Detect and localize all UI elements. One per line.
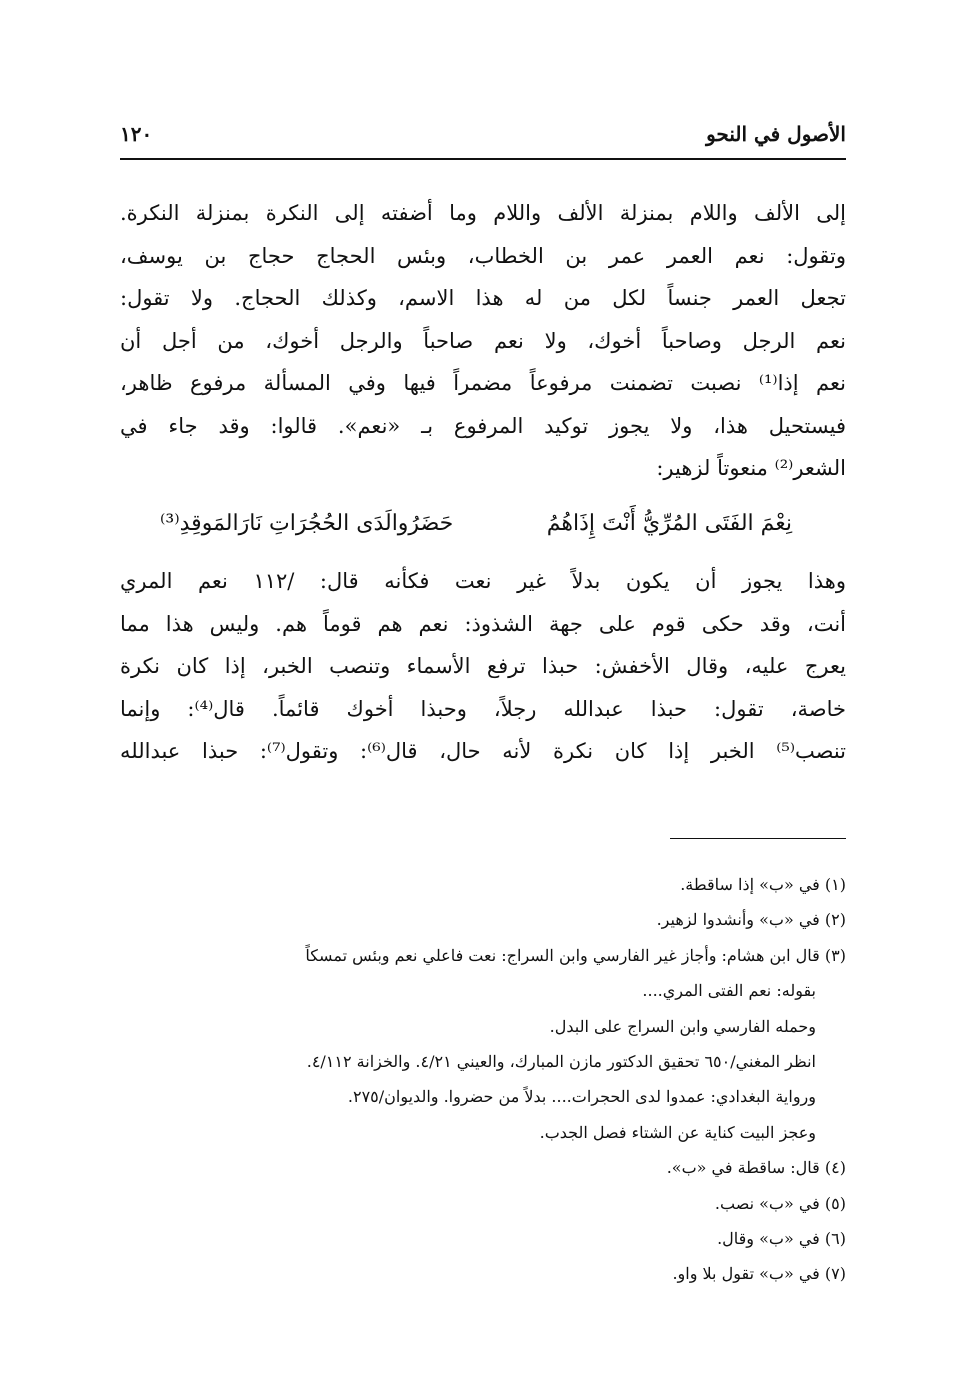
text-line: أنت، وقد حكى قوم على جهة الشذوذ: نعم هم قوماً هم. وليس هذا مما	[120, 611, 846, 636]
text-line: يعرج عليه، وقال الأخفش: حبذا ترفع الأسماء وتنصب الخبر، إذا كان نكرة	[120, 654, 846, 678]
body-paragraph-1	[120, 192, 846, 490]
footnote-continuation: ورواية البغدادي: عمدوا لدى الحجرات.... بدلاً من حضروا. والديوان/٢٧٥.	[347, 1087, 816, 1107]
footnote: (٤) قال: ساقطة في «ب».	[666, 1158, 846, 1178]
verse-first-hemistich: نِعْمَ الفَتَى المُرِّيُّ أَنْتَ إِذَاهُمُ	[546, 511, 792, 536]
text-line: نعم إذا⁽¹⁾ نصبت تضمنت مرفوعاً مضمراً فيها وفي المسألة مرفوع ظاهر،	[120, 371, 846, 395]
text-line: وتقول: نعم العمر عمر بن الخطاب، وبئس الحجاج حجاج بن يوسف،	[120, 243, 846, 268]
footnote: (٢) في «ب» وأنشدوا لزهير.	[656, 910, 846, 930]
footnote: (٧) في «ب» تقول بلا واو.	[672, 1264, 846, 1284]
footnote-continuation: انظر المغني/٦٥٠ تحقيق الدكتور مازن المبارك، والعيني ٤/٢١. والخزانة ٤/١١٢.	[306, 1051, 816, 1071]
footnotes	[120, 867, 846, 1292]
footnote: (٦) في «ب» وقال.	[717, 1228, 846, 1248]
text-line: خاصة، تقول: حبذا عبدالله رجلاً، وحبذا أخوك قائماً. قال⁽⁴⁾: وإنما	[120, 696, 846, 721]
text-line: تنصب⁽⁵⁾ الخبر إذا كان نكرة لأنه حال، قال⁽⁶⁾: وتقول⁽⁷⁾: حبذا عبدالله	[120, 739, 847, 763]
footnote-continuation: بقوله: نعم الفتى المري....	[642, 981, 816, 1001]
text-line: وهذا يجوز أن يكون بدلاً غير نعت فكأنه قال: /١١٢ نعم المري	[120, 569, 846, 593]
footnote: (٥) في «ب» نصب.	[714, 1193, 846, 1213]
book-title: الأصول في النحو	[706, 122, 846, 146]
text-line: تجعل العمر جنساً لكل من له هذا الاسم، وكذلك الحجاج. ولا تقول:	[120, 286, 846, 310]
text-line: الشعر⁽²⁾ منعوتاً لزهير:	[656, 456, 846, 480]
poetry-verse	[160, 500, 792, 548]
footnote: (١) في «ب» إذا ساقطة.	[680, 875, 846, 894]
running-header	[120, 118, 846, 160]
footnote-continuation: وعجز البيت كناية عن الشتاء فصل الجدب.	[539, 1122, 816, 1142]
footnote-continuation: وحمله الفارسي وابن السراج على البدل.	[549, 1016, 816, 1036]
text-line: فيستحيل هذا، ولا يجوز توكيد المرفوع بـ «نعم». قالوا: وقد جاء في	[120, 413, 846, 438]
verse-second-hemistich: حَضَرُوالَدَى الحُجُرَاتِ نَارَالمَوقِدِ⁽³⁾	[160, 511, 454, 536]
text-line: إلى الألف واللام بمنزلة الألف واللام وما أضفته إلى النكرة بمنزلة النكرة.	[120, 201, 846, 225]
footnote-separator	[670, 838, 846, 839]
text-line: نعم الرجل وصاحباً أخوك، ولا نعم صاحباً والرجل أخوك، من أجل أن	[120, 328, 846, 353]
footnote: (٣) قال ابن هشام: وأجاز غير الفارسي وابن السراج: نعت فاعلي نعم وبئس تمسكاً	[305, 945, 846, 965]
body-paragraph-2	[120, 560, 846, 773]
page-number: ١٢٠	[120, 122, 153, 146]
